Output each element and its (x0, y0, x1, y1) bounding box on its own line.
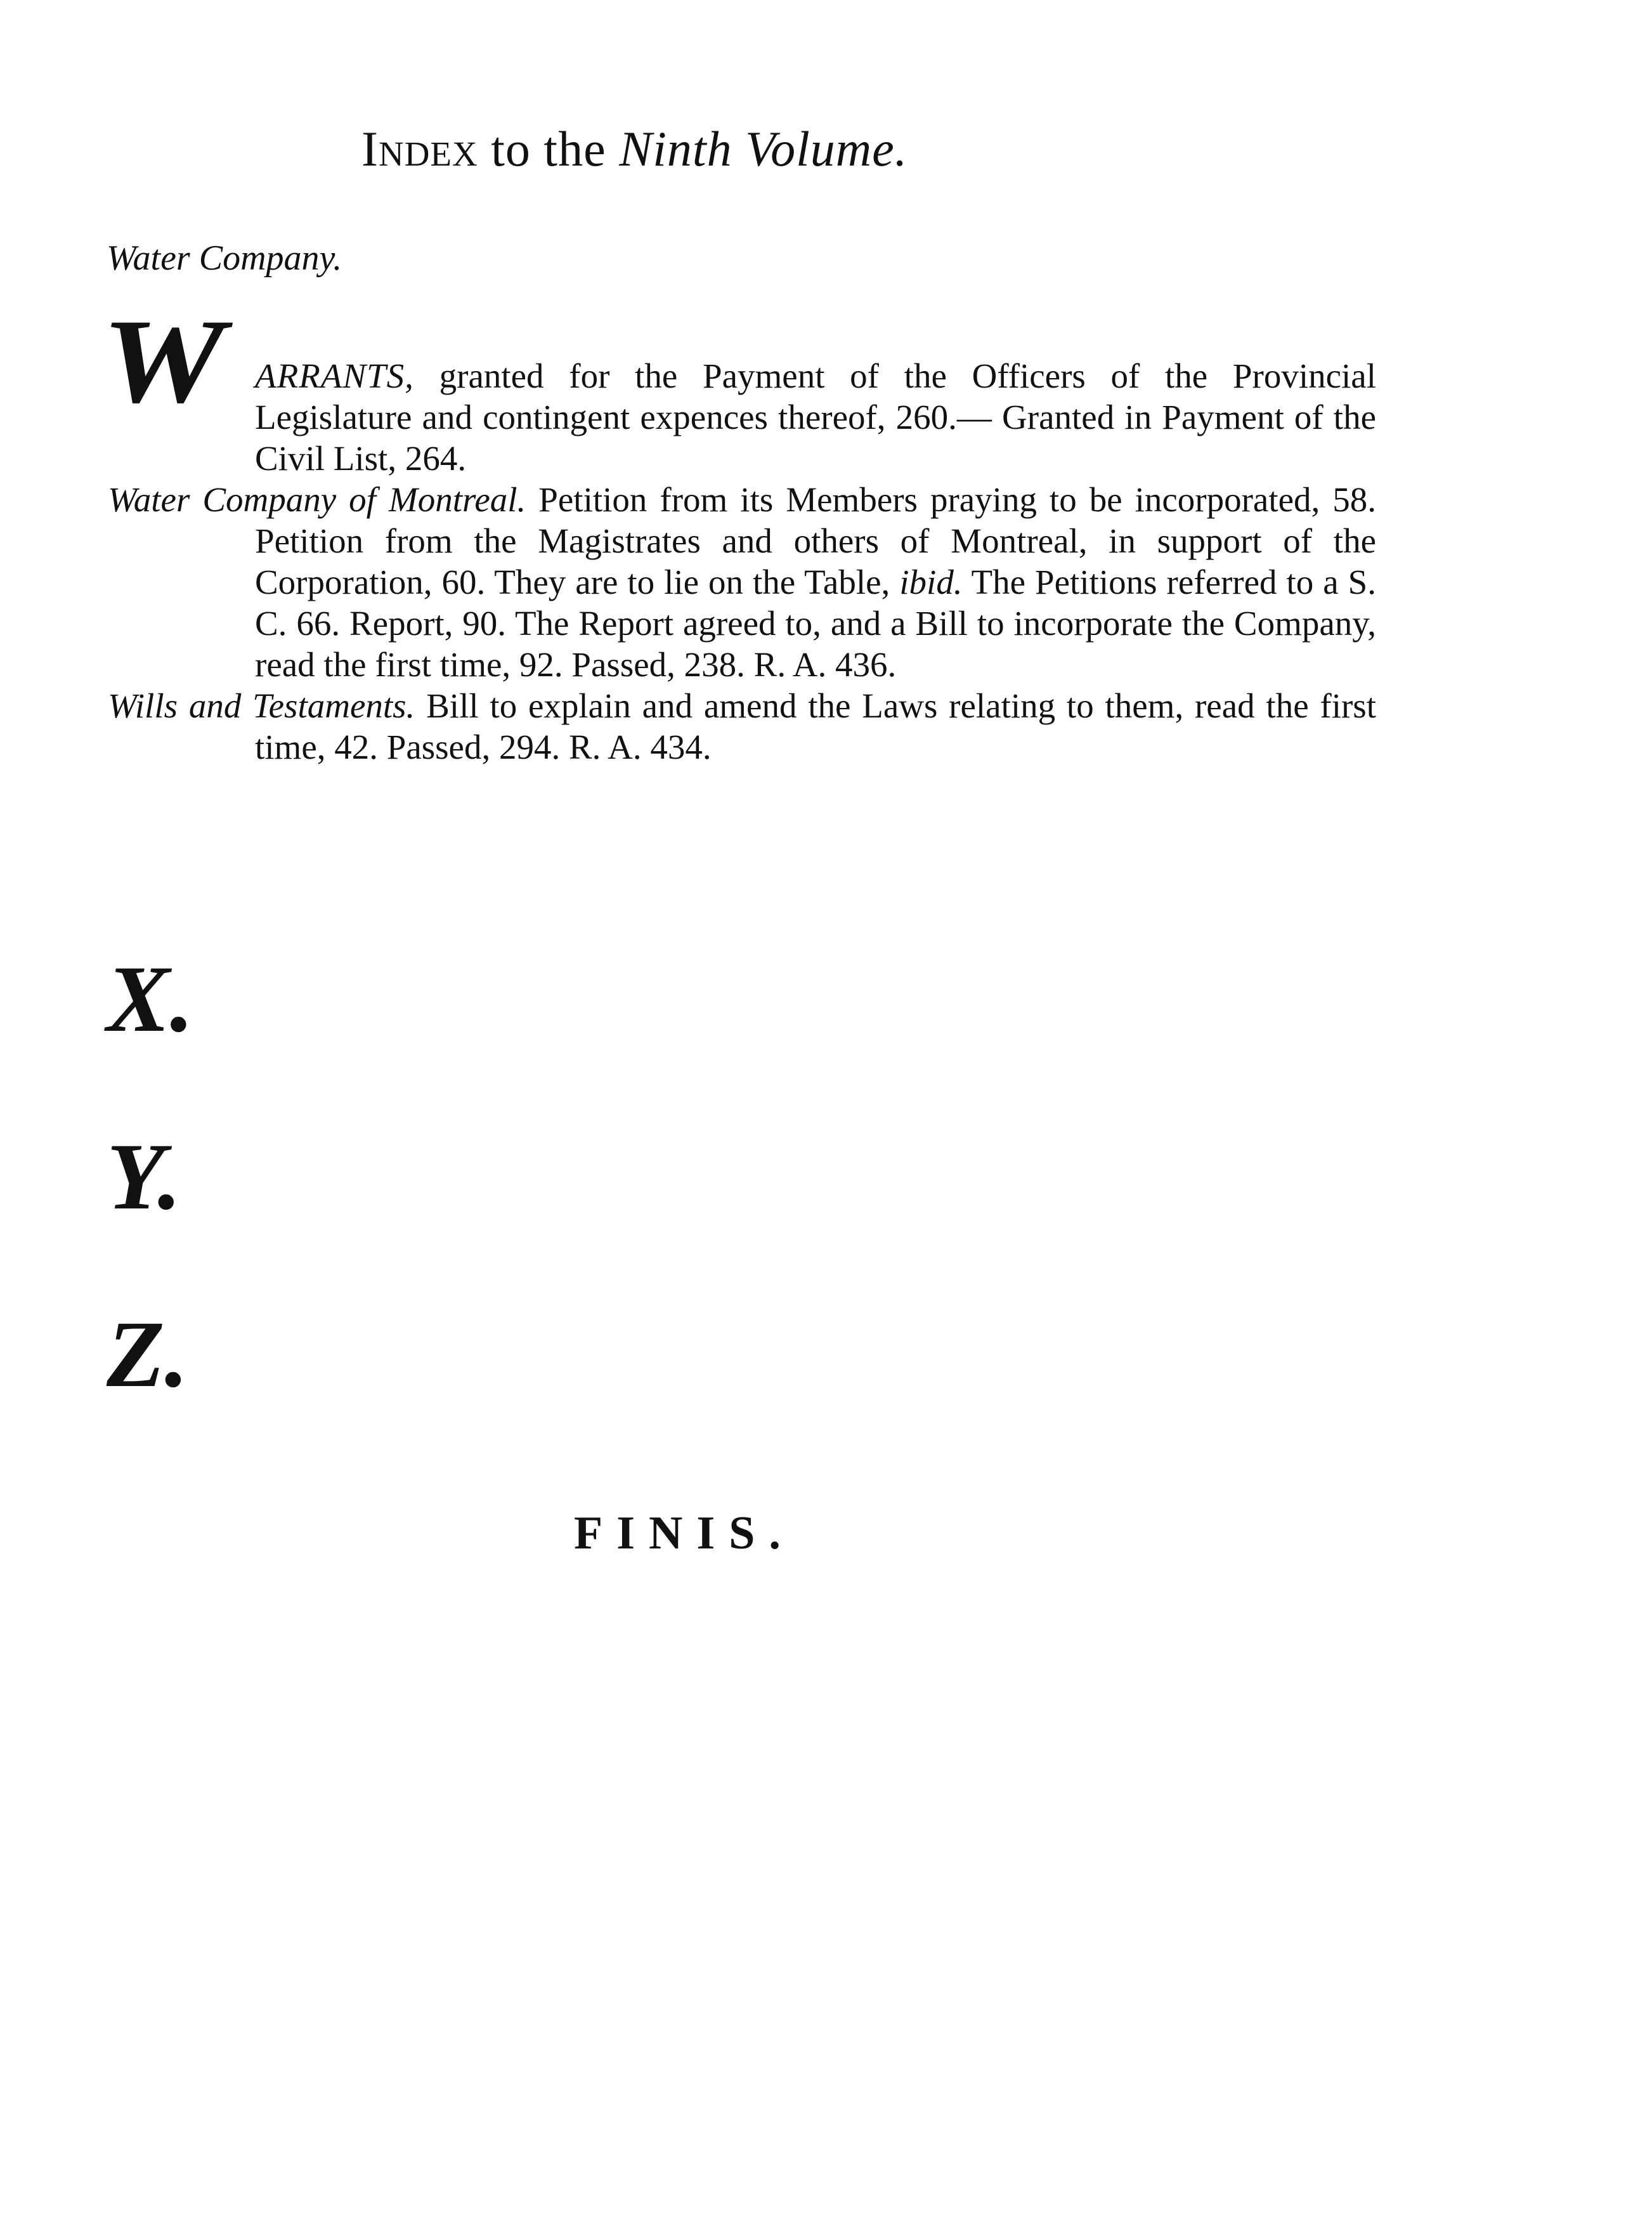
index-entry-water-company (108, 479, 1376, 685)
entry-headword: Wills and Testaments. (108, 686, 415, 725)
section-letter-z: Z. (107, 1302, 189, 1407)
running-head-volume: Ninth Volume. (619, 121, 908, 176)
entry-text: Bill to explain and amend the Laws relating to them, read the first time, 42. Passed, 294. R. A. 434. (255, 686, 1376, 766)
entry-text-continued: The Petitions referred to a S. C. 66. Report, 90. The Report agreed to, and a Bill to incorporate the Company, read the first time, 92. Passed, 238. R. A. 436. (255, 563, 1376, 684)
running-head-index: Index (361, 121, 478, 176)
catchword: Water Company. (107, 239, 342, 278)
entry-ibid: ibid. (899, 563, 963, 601)
section-letter-y: Y. (107, 1124, 181, 1229)
entry-text: Petition from its Members praying to be incorporated, 58. Petition from the Magistrates and others of Montreal, in support of the Corporation, 60. They are to lie on the Table, (255, 480, 1376, 601)
section-letter-x: X. (107, 946, 194, 1052)
entry-headword: ARRANTS, (255, 357, 414, 395)
entry-headword: Water Company of Montreal. (108, 480, 526, 519)
index-entry-wills (108, 685, 1376, 768)
finis: FINIS. (574, 1507, 795, 1559)
index-entries-w (108, 355, 1376, 768)
entry-text: granted for the Payment of the Officers of the Provincial Legislature and contingent expences thereof, 260.— Granted in Payment of the Civil List, 264. (255, 357, 1376, 478)
drop-cap-w: W (101, 295, 225, 428)
running-head (361, 121, 907, 178)
index-entry-warrants (108, 355, 1376, 479)
running-head-to-the: to the (491, 121, 606, 176)
